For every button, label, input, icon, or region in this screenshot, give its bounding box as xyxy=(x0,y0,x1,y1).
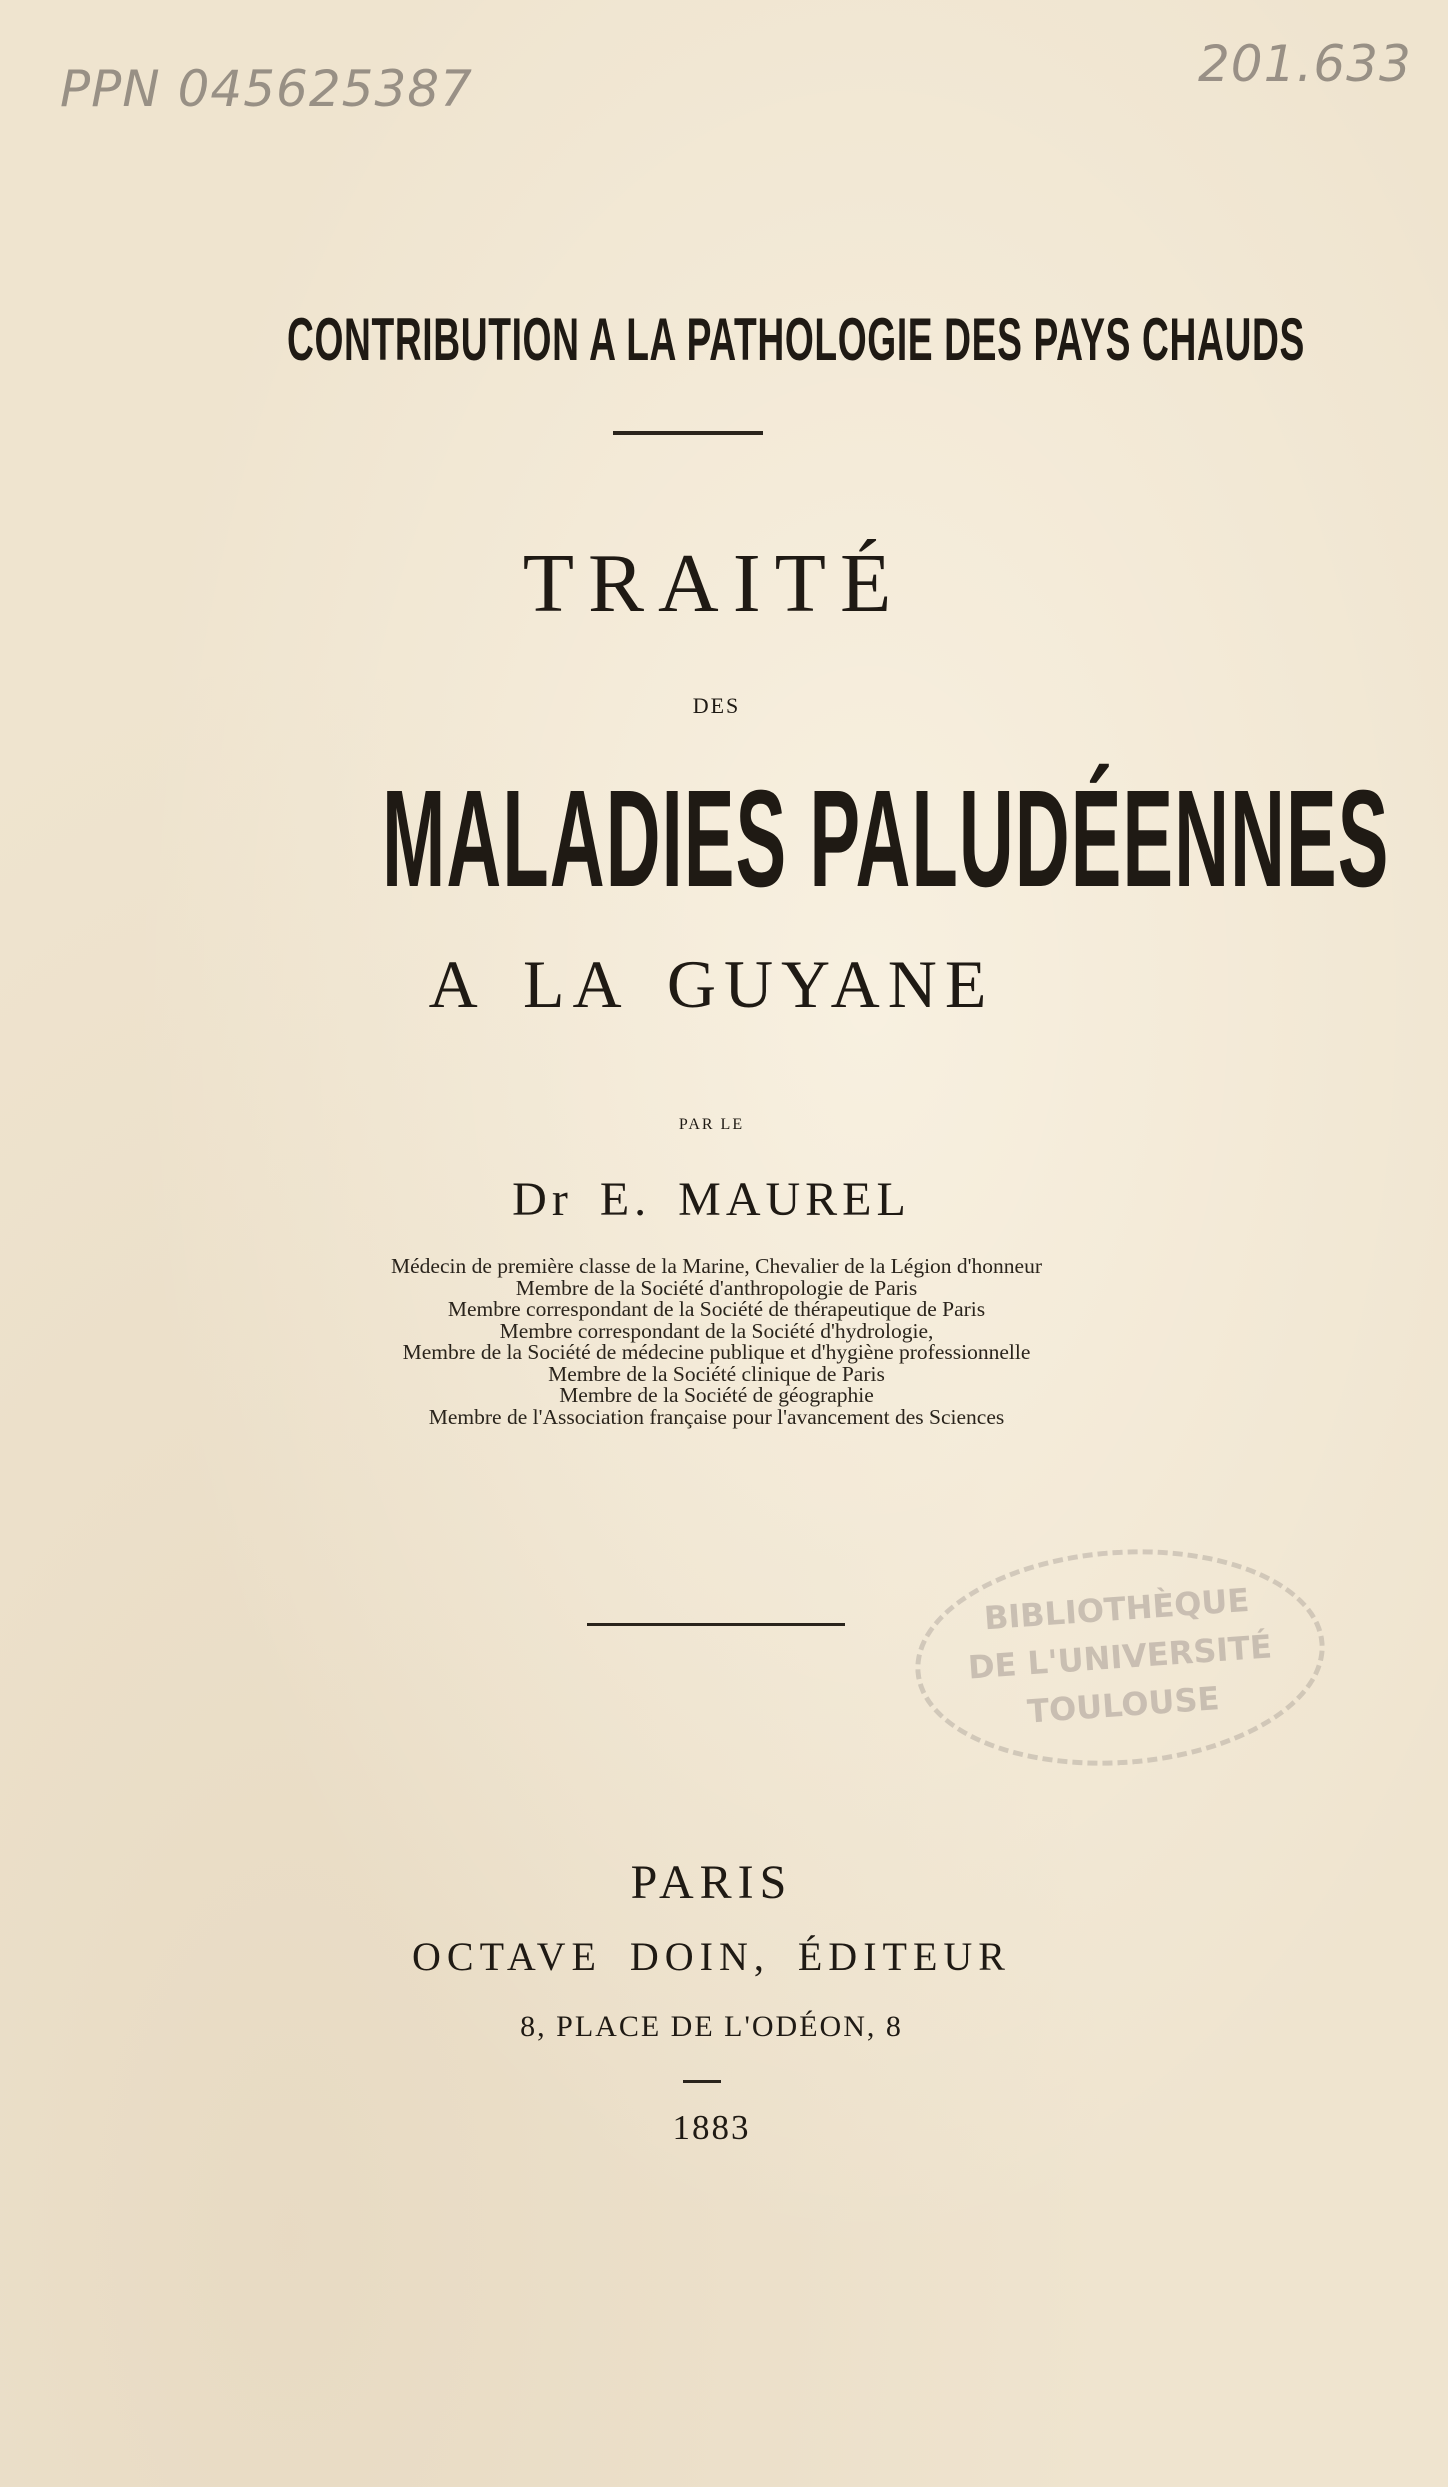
title-main: TRAITÉ xyxy=(522,537,906,630)
author-credentials xyxy=(0,1256,1448,1428)
publisher-name: OCTAVE DOIN, ÉDITEUR xyxy=(412,1934,1011,1979)
credential-line: Médecin de première classe de la Marine, Chevalier de la Légion d'honneur xyxy=(391,1254,1042,1278)
series-title: CONTRIBUTION A LA PATHOLOGIE DES PAYS CHAUDS xyxy=(286,306,1305,373)
title-des: DES xyxy=(692,693,741,718)
credential-line: Membre de la Société d'anthropologie de Paris xyxy=(515,1275,918,1300)
publisher-city-wrap xyxy=(0,1855,1448,1910)
publisher-address: 8, PLACE DE L'ODÉON, 8 xyxy=(520,2010,903,2043)
handwritten-shelfmark: 201.633 xyxy=(1198,35,1412,93)
rule-bottom xyxy=(683,2080,721,2083)
handwritten-ppn: PPN 045625387 xyxy=(60,60,473,118)
title-des-wrap xyxy=(0,693,1448,719)
series-title-wrap xyxy=(0,305,1448,374)
author-name-wrap xyxy=(0,1172,1448,1227)
title-subject: MALADIES PALUDÉENNES xyxy=(382,762,1390,916)
credential-line: Membre de la Société de médecine publique et d'hygiène professionnelle xyxy=(402,1340,1031,1364)
title-main-wrap xyxy=(0,535,1448,632)
credential-line: Membre de la Société de géographie xyxy=(559,1383,874,1407)
publication-year-wrap xyxy=(0,2108,1448,2148)
publisher-city: PARIS xyxy=(630,1856,793,1909)
publisher-name-wrap xyxy=(0,1933,1448,1980)
credential-line: Membre correspondant de la Société de thérapeutique de Paris xyxy=(447,1297,986,1321)
par-le: PAR LE xyxy=(678,1116,745,1133)
rule-top xyxy=(613,431,763,435)
author-name: Dr E. MAUREL xyxy=(512,1173,911,1226)
credential-line: Membre correspondant de la Société d'hydrologie, xyxy=(499,1318,934,1343)
title-place-wrap xyxy=(0,945,1448,1024)
title-subject-wrap xyxy=(0,760,1448,919)
title-place: A LA GUYANE xyxy=(428,946,995,1022)
publisher-address-wrap xyxy=(0,2010,1448,2044)
publication-year: 1883 xyxy=(672,2108,751,2147)
library-stamp: BIBLIOTHÈQUE DE L'UNIVERSITÉ TOULOUSE xyxy=(908,1536,1332,1779)
credential-line: Membre de l'Association française pour l'avancement des Sciences xyxy=(428,1404,1005,1429)
par-le-wrap xyxy=(0,1116,1448,1134)
rule-middle xyxy=(587,1623,845,1626)
credential-line: Membre de la Société clinique de Paris xyxy=(548,1361,885,1386)
